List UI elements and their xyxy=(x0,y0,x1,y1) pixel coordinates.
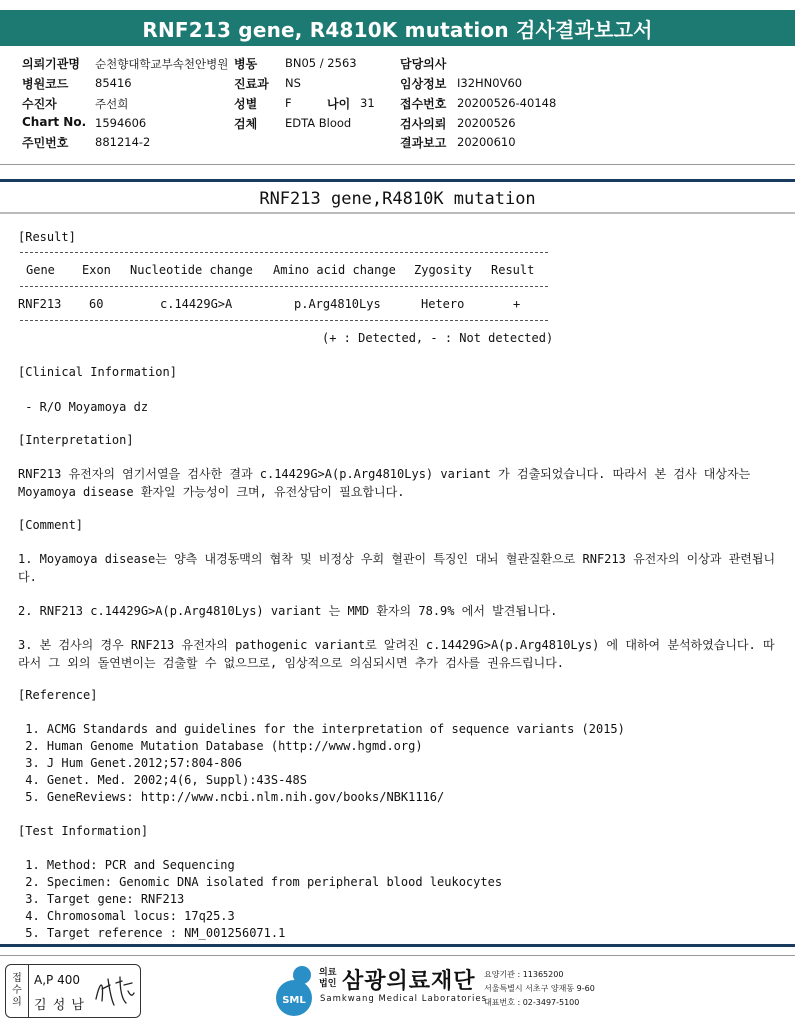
age-value: 31 xyxy=(360,96,375,110)
organization-logo xyxy=(270,962,780,1022)
stamp-char: 의 xyxy=(12,997,22,1008)
ward-label: 병동 xyxy=(234,57,258,71)
receipt-no-value: 20200526-40148 xyxy=(457,96,557,110)
chart-no-label: Chart No. xyxy=(22,115,87,129)
specimen-value: EDTA Blood xyxy=(285,116,352,130)
result-heading: [Result] xyxy=(18,230,76,244)
stamp-char: 수 xyxy=(12,985,22,996)
sex-value: F xyxy=(285,96,292,110)
divider xyxy=(0,944,795,947)
report-date-label: 결과보고 xyxy=(400,136,447,150)
institution-value: 순천향대학교부속천안병원 xyxy=(95,57,229,71)
list-item: 1. ACMG Standards and guidelines for the interpretation of sequence variants (2015) xyxy=(18,722,625,736)
contact-line: 서울특별시 서초구 양재동 9-60 xyxy=(484,984,595,993)
table-dash-mid xyxy=(20,286,548,287)
cell-nucleotide: c.14429G>A xyxy=(160,297,233,311)
patient-info xyxy=(22,55,782,155)
contact-line: 요양기관 : 11365200 xyxy=(484,970,564,979)
receipt-no-label: 접수번호 xyxy=(400,97,447,111)
clinical-info-label: 임상정보 xyxy=(400,77,447,91)
divider xyxy=(0,179,795,182)
comment-heading: [Comment] xyxy=(18,518,84,532)
comment-item: 1. Moyamoya disease는 양측 내경동맥의 협착 및 비정상 우회 혈관이 특징인 대뇌 혈관질환으로 RNF213 유전자의 이상과 관련됩니다. xyxy=(18,552,776,584)
stamp-char: 접 xyxy=(12,973,22,984)
list-item: 5. GeneReviews: http://www.ncbi.nlm.nih.gov/books/NBK1116/ xyxy=(18,790,445,804)
divider xyxy=(0,955,795,956)
list-item: 2. Specimen: Genomic DNA isolated from peripheral blood leukocytes xyxy=(18,875,503,889)
col-nucleotide: Nucleotide change xyxy=(130,263,253,277)
org-contact xyxy=(484,968,595,1010)
divider xyxy=(0,164,795,165)
list-item: 4. Genet. Med. 2002;4(6, Suppl):43S-48S xyxy=(18,773,307,787)
col-zygosity: Zygosity xyxy=(414,263,472,277)
list-item: 3. Target gene: RNF213 xyxy=(18,892,185,906)
stamp-code: A,P 400 xyxy=(34,973,80,987)
org-english-name: Samkwang Medical Laboratories xyxy=(320,994,488,1004)
test-info-heading: [Test Information] xyxy=(18,824,149,838)
table-dash-bottom xyxy=(20,320,548,321)
stamp-name: 김 성 남 xyxy=(34,998,85,1013)
col-amino-acid: Amino acid change xyxy=(273,263,396,277)
list-item: 3. J Hum Genet.2012;57:804-806 xyxy=(18,756,242,770)
result-legend: (+ : Detected, - : Not detected) xyxy=(322,331,554,345)
clinical-heading: [Clinical Information] xyxy=(18,365,177,379)
clinical-text: - R/O Moyamoya dz xyxy=(18,400,149,414)
contact-line: 대표번호 : 02-3497-5100 xyxy=(484,998,580,1007)
list-item: 5. Target reference : NM_001256071.1 xyxy=(18,926,286,940)
sex-label: 성별 xyxy=(234,97,258,111)
comment-item: 3. 본 검사의 경우 RNF213 유전자의 pathogenic variant로 알려진 c.14429G>A(p.Arg4810Lys) 에 대하여 분석하였습니다. 따라서 그 외의 돌연변이는 검출할 수 없으므로, 임상적으로 의심되시면 추가 검사를 권유드립니다. xyxy=(18,638,775,670)
logo-text: SML xyxy=(282,995,306,1006)
rrn-label: 주민번호 xyxy=(22,136,69,150)
stamp-label xyxy=(6,965,29,1017)
sml-logo-icon xyxy=(270,964,318,1018)
table-dash-top xyxy=(20,252,548,253)
rrn-value: 881214-2 xyxy=(95,135,151,149)
report-date-value: 20200610 xyxy=(457,135,516,149)
divider xyxy=(0,212,795,214)
interpretation-heading: [Interpretation] xyxy=(18,433,134,447)
comment-item: 2. RNF213 c.14429G>A(p.Arg4810Lys) variant 는 MMD 환자의 78.9% 에서 발견됩니다. xyxy=(18,604,558,618)
chart-no-value: 1594606 xyxy=(95,116,147,130)
cell-amino-acid: p.Arg4810Lys xyxy=(294,297,381,311)
recipient-value: 주선희 xyxy=(95,97,129,111)
org-prefix xyxy=(319,968,336,990)
hospital-code-label: 병원코드 xyxy=(22,77,69,91)
org-prefix-line: 의료 xyxy=(319,968,337,978)
specimen-label: 검체 xyxy=(234,117,258,131)
document-title: RNF213 gene, R4810K mutation 검사결과보고서 xyxy=(142,17,653,42)
recipient-label: 수진자 xyxy=(22,97,57,111)
col-gene: Gene xyxy=(26,263,55,277)
signature-image xyxy=(92,971,136,1011)
hospital-code-value: 85416 xyxy=(95,76,132,90)
col-result: Result xyxy=(491,263,535,277)
age-label: 나이 xyxy=(327,97,351,111)
request-value: 20200526 xyxy=(457,116,516,130)
list-item: 2. Human Genome Mutation Database (http://www.hgmd.org) xyxy=(18,739,423,753)
reception-stamp xyxy=(5,964,141,1018)
request-label: 검사의뢰 xyxy=(400,117,447,131)
department-label: 진료과 xyxy=(234,77,269,91)
ward-value: BN05 / 2563 xyxy=(285,56,357,70)
cell-gene: RNF213 xyxy=(18,297,62,311)
department-value: NS xyxy=(285,76,301,90)
institution-label: 의뢰기관명 xyxy=(22,57,80,71)
report-heading: RNF213 gene,R4810K mutation xyxy=(259,189,536,209)
physician-label: 담당의사 xyxy=(400,57,447,71)
col-exon: Exon xyxy=(82,263,111,277)
report-title-bar xyxy=(0,10,795,46)
reference-heading: [Reference] xyxy=(18,688,98,702)
cell-result: + xyxy=(513,297,521,311)
list-item: 4. Chromosomal locus: 17q25.3 xyxy=(18,909,235,923)
interpretation-text: RNF213 유전자의 염기서열을 검사한 결과 c.14429G>A(p.Arg4810Lys) variant 가 검출되었습니다. 따라서 본 검사 대상자는 Moyamoya disease 환자일 가능성이 크며, 유전상담이 필요합니다. xyxy=(18,467,751,499)
org-name: 삼광의료재단 xyxy=(342,969,476,994)
org-prefix-line: 법인 xyxy=(319,979,337,989)
cell-zygosity: Hetero xyxy=(421,297,465,311)
list-item: 1. Method: PCR and Sequencing xyxy=(18,858,235,872)
clinical-info-value: I32HN0V60 xyxy=(457,76,523,90)
cell-exon: 60 xyxy=(89,297,104,311)
